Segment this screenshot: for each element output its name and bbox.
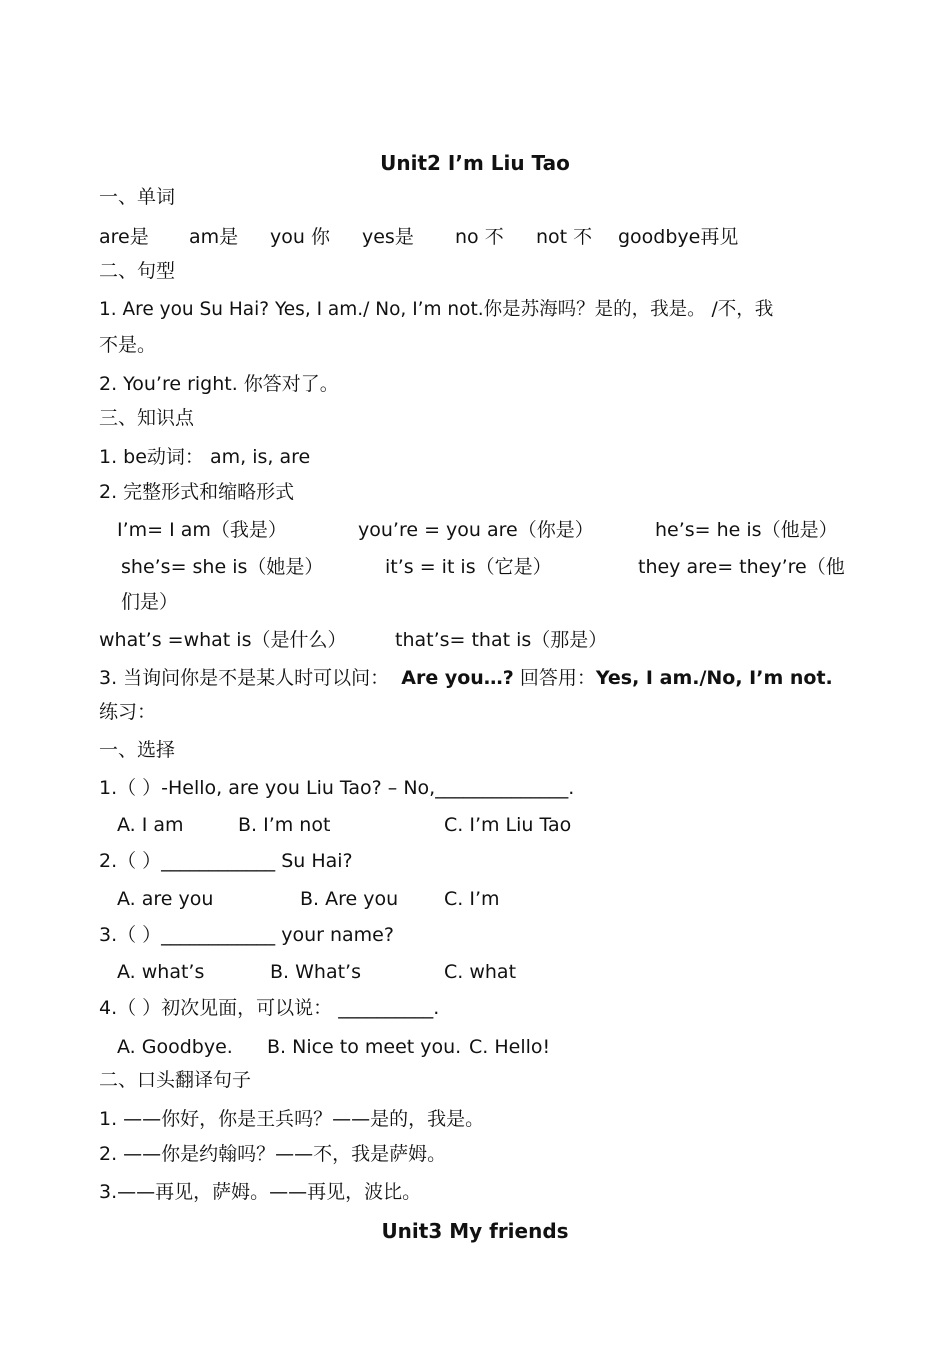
contraction-item: he’s= he is（他是） (655, 519, 838, 541)
answer-option: B. I’m not (238, 814, 331, 836)
translation-item: 3.——再见，萨姆。——再见，波比。 (99, 1181, 422, 1203)
section-vocabulary-heading: 一、单词 (99, 186, 176, 208)
vocab-item: yes是 (362, 226, 414, 248)
answer-option: A. Goodbye. (117, 1036, 233, 1058)
point-3-answer: Yes, I am./No, I’m not. (595, 667, 833, 689)
contraction-item: I’m= I am（我是） (117, 519, 287, 541)
contraction-item: they are= they’re（他 (638, 556, 845, 578)
sentence-1-line-1: 1. Are you Su Hai? Yes, I am./ No, I’m not.你是苏海吗？是的，我是。 /不，我 (99, 299, 774, 320)
point-1-be-verbs: 1. be动词： am, is, are (99, 446, 311, 468)
question-stem: 3.（ ）____________ your name? (99, 924, 394, 946)
contraction-item: you’re = you are（你是） (358, 519, 594, 541)
section-translation-heading: 二、口头翻译句子 (99, 1069, 252, 1091)
answer-option: C. what (444, 961, 517, 983)
answer-option: A. what’s (117, 961, 205, 983)
section-knowledge-heading: 三、知识点 (99, 407, 195, 429)
answer-option: C. I’m (444, 888, 500, 910)
vocab-item: goodbye再见 (618, 226, 739, 248)
vocab-item: you 你 (270, 226, 330, 248)
vocab-item: are是 (99, 226, 149, 248)
point-3-prefix: 3. 当询问你是不是某人时可以问： (99, 667, 390, 689)
point-2-contractions: 2. 完整形式和缩略形式 (99, 481, 295, 503)
sentence-1-line-2: 不是。 (99, 334, 157, 356)
contraction-item: she’s= she is（她是） (121, 556, 324, 578)
unit3-title: Unit3 My friends (381, 1219, 569, 1243)
question-stem: 1.（ ）-Hello, are you Liu Tao? – No,______________. (99, 777, 575, 799)
point-3-mid: 回答用： (519, 667, 596, 689)
answer-option: A. are you (117, 888, 214, 910)
question-stem: 2.（ ）____________ Su Hai? (99, 850, 353, 872)
unit2-title: Unit2 I’m Liu Tao (380, 151, 570, 175)
point-3-question-pattern (99, 666, 833, 690)
contraction-item: what’s =what is（是什么） (99, 629, 347, 651)
answer-option: A. I am (117, 814, 184, 836)
answer-option: B. Nice to meet you. (267, 1036, 462, 1058)
contraction-item: 们是） (121, 591, 179, 613)
answer-option: C. Hello! (469, 1036, 551, 1058)
sentence-2: 2. You’re right. 你答对了。 (99, 373, 339, 395)
answer-option: B. Are you (300, 888, 399, 910)
point-3-question: Are you…? (401, 667, 514, 689)
practice-heading: 练习： (99, 701, 157, 723)
translation-item: 2. ——你是约翰吗？——不，我是萨姆。 (99, 1143, 447, 1165)
section-sentences-heading: 二、句型 (99, 260, 176, 282)
contraction-item: it’s = it is（它是） (385, 556, 552, 578)
translation-item: 1. ——你好，你是王兵吗？——是的，我是。 (99, 1108, 485, 1130)
question-stem: 4.（ ）初次见面，可以说： __________. (99, 997, 440, 1019)
vocab-item: no 不 (455, 226, 504, 248)
contraction-item: that’s= that is（那是） (395, 629, 608, 651)
vocab-item: am是 (189, 226, 239, 248)
vocab-item: not 不 (536, 226, 593, 248)
section-choice-heading: 一、选择 (99, 739, 176, 761)
answer-option: C. I’m Liu Tao (444, 814, 572, 836)
answer-option: B. What’s (270, 961, 361, 983)
